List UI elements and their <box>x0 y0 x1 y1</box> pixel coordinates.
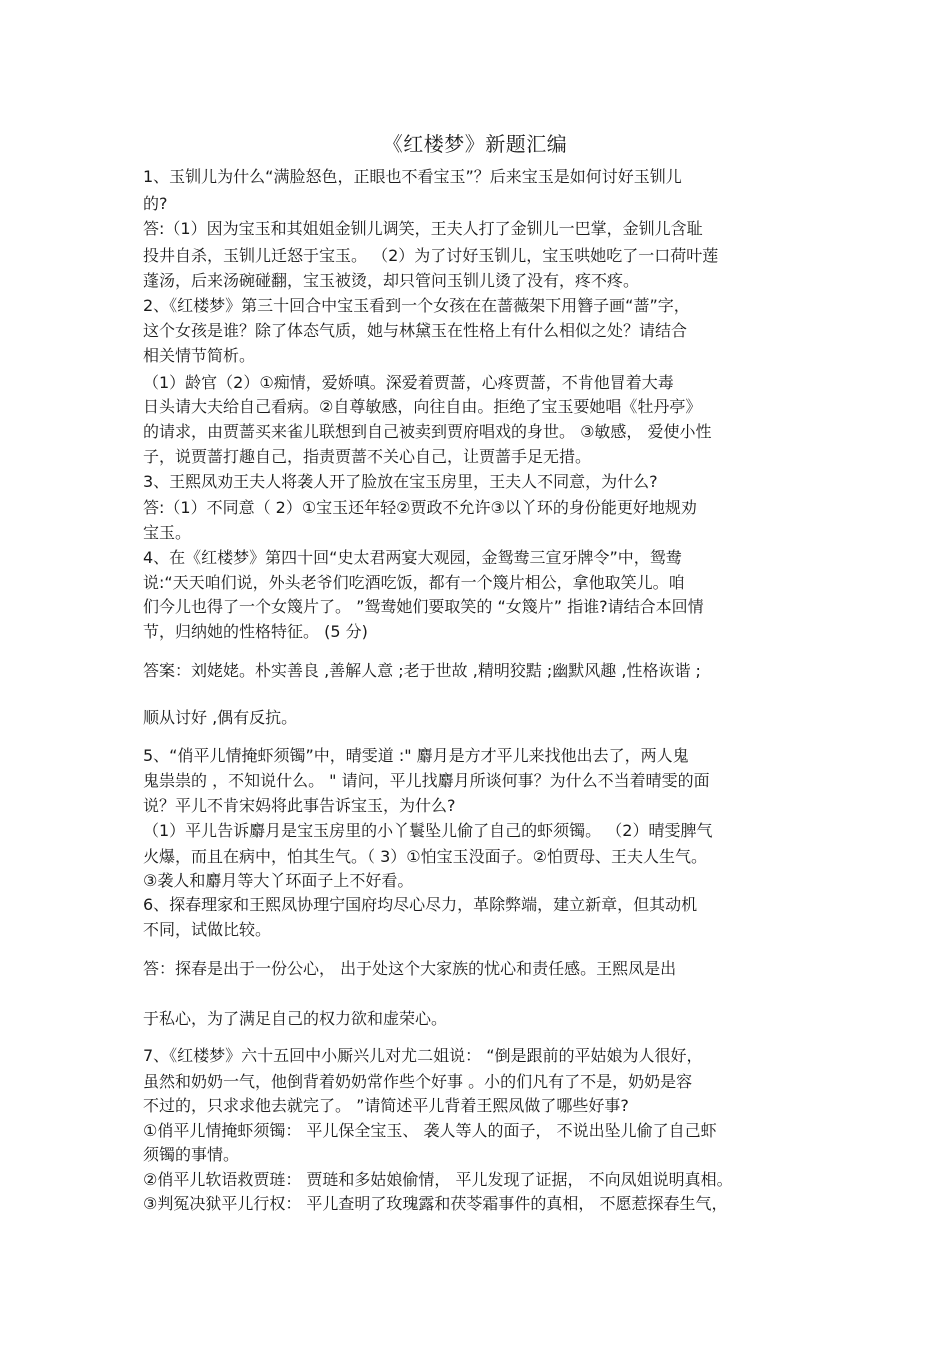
text-line: 答案：刘姥姥。朴实善良 ,善解人意 ;老于世故 ,精明狡黠 ;幽默风趣 ,性格诙谐 ; <box>143 661 701 680</box>
text-line: 鬼祟祟的 ，不知说什么。 " 请问，平儿找麝月所谈何事？为什么不当着晴雯的面 <box>143 771 710 790</box>
text-line: 说？平儿不肯宋妈将此事告诉宝玉，为什么? <box>143 796 456 815</box>
text-line: ③判冤决狱平儿行权： 平儿查明了玫瑰露和茯苓霜事件的真相， 不愿惹探春生气， <box>143 1194 728 1213</box>
text-line: 不过的，只求求他去就完了。 ”请简述平儿背着王熙凤做了哪些好事? <box>143 1096 629 1115</box>
text-line: 1、玉钏儿为什么“满脸怒色，正眼也不看宝玉”？后来宝玉是如何讨好玉钏儿 <box>143 167 682 186</box>
text-line: 们今儿也得了一个女篾片了。 ”鸳鸯她们要取笑的 “女篾片” 指谁?请结合本回情 <box>143 597 704 616</box>
text-line: ③袭人和麝月等大丫环面子上不好看。 <box>143 871 414 890</box>
text-line: 5、“俏平儿情掩虾须镯”中，晴雯道 :" 麝月是方才平儿来找他出去了，两人鬼 <box>143 746 689 765</box>
text-line: 于私心，为了满足自己的权力欲和虚荣心。 <box>143 1009 448 1028</box>
text-line: 6、探春理家和王熙凤协理宁国府均尽心尽力，革除弊端，建立新章，但其动机 <box>143 895 698 914</box>
text-line: 子，说贾蔷打趣自己，指责贾蔷不关心自己，让贾蔷手足无措。 <box>143 447 592 466</box>
text-line: 的请求，由贾蔷买来雀儿联想到自己被卖到贾府唱戏的身世。 ③敏感， 爱使小性 <box>143 422 712 441</box>
text-line: 3、王熙凤劝王夫人将袭人开了脸放在宝玉房里，王夫人不同意，为什么? <box>143 472 658 491</box>
text-line: 虽然和奶奶一气，他倒背着奶奶常作些个好事 。小的们凡有了不是，奶奶是容 <box>143 1072 693 1091</box>
text-line: 顺从讨好 ,偶有反抗。 <box>143 708 298 727</box>
text-line: 4、在《红楼梦》第四十回“史太君两宴大观园，金鸳鸯三宣牙牌令”中，鸳鸯 <box>143 548 682 567</box>
text-line: 不同，试做比较。 <box>143 920 272 939</box>
text-line: 相关情节简析。 <box>143 346 256 365</box>
text-line: 说:“天天咱们说，外头老爷们吃酒吃饭，都有一个篾片相公，拿他取笑儿。咱 <box>143 573 685 592</box>
text-line: （1）平儿告诉麝月是宝玉房里的小丫鬟坠儿偷了自己的虾须镯。 （2）晴雯脾气 <box>143 821 713 840</box>
text-line: 7、《红楼梦》六十五回中小厮兴儿对尤二姐说： “倒是跟前的平姑娘为人很好， <box>143 1046 703 1065</box>
text-line: 须镯的事情。 <box>143 1145 240 1164</box>
text-line: 火爆，而且在病中，怕其生气。（ 3）①怕宝玉没面子。②怕贾母、王夫人生气。 <box>143 847 707 866</box>
text-line: 的? <box>143 194 168 213</box>
text-line: 宝玉。 <box>143 523 192 542</box>
text-line: ①俏平儿情掩虾须镯： 平儿保全宝玉、 袭人等人的面子， 不说出坠儿偷了自己虾 <box>143 1121 717 1140</box>
text-line: 答:（1）不同意（ 2）①宝玉还年轻②贾政不允许③以丫环的身份能更好地规劝 <box>143 498 697 517</box>
text-line: 日头请大夫给自己看病。②自尊敏感，向往自由。拒绝了宝玉要她唱《牡丹亭》 <box>143 397 702 416</box>
text-line: 答：探春是出于一份公心， 出于处这个大家族的忧心和责任感。王熙凤是出 <box>143 959 677 978</box>
document-title: 《红楼梦》新题汇编 <box>382 132 568 156</box>
text-line: 蓬汤，后来汤碗碰翻，宝玉被烫，却只管问玉钏儿烫了没有，疼不疼。 <box>143 271 640 290</box>
text-line: 节，归纳她的性格特征。 (5 分) <box>143 622 368 641</box>
text-line: 2、《红楼梦》第三十回合中宝玉看到一个女孩在在蔷薇架下用簪子画“蔷”字， <box>143 296 690 315</box>
text-line: 答:（1）因为宝玉和其姐姐金钏儿调笑，王夫人打了金钏儿一巴掌，金钏儿含耻 <box>143 219 703 238</box>
text-line: 投井自杀，玉钏儿迁怒于宝玉。 （2）为了讨好玉钏儿，宝玉哄她吃了一口荷叶莲 <box>143 246 719 265</box>
text-line: 这个女孩是谁？除了体态气质，她与林黛玉在性格上有什么相似之处？请结合 <box>143 321 688 340</box>
text-line: ②俏平儿软语救贾琏： 贾琏和多姑娘偷情， 平儿发现了证据， 不向凤姐说明真相。 <box>143 1170 733 1189</box>
text-line: （1）龄官（2）①痴情，爱娇嗔。深爱着贾蔷，心疼贾蔷，不肯他冒着大毒 <box>143 373 674 392</box>
